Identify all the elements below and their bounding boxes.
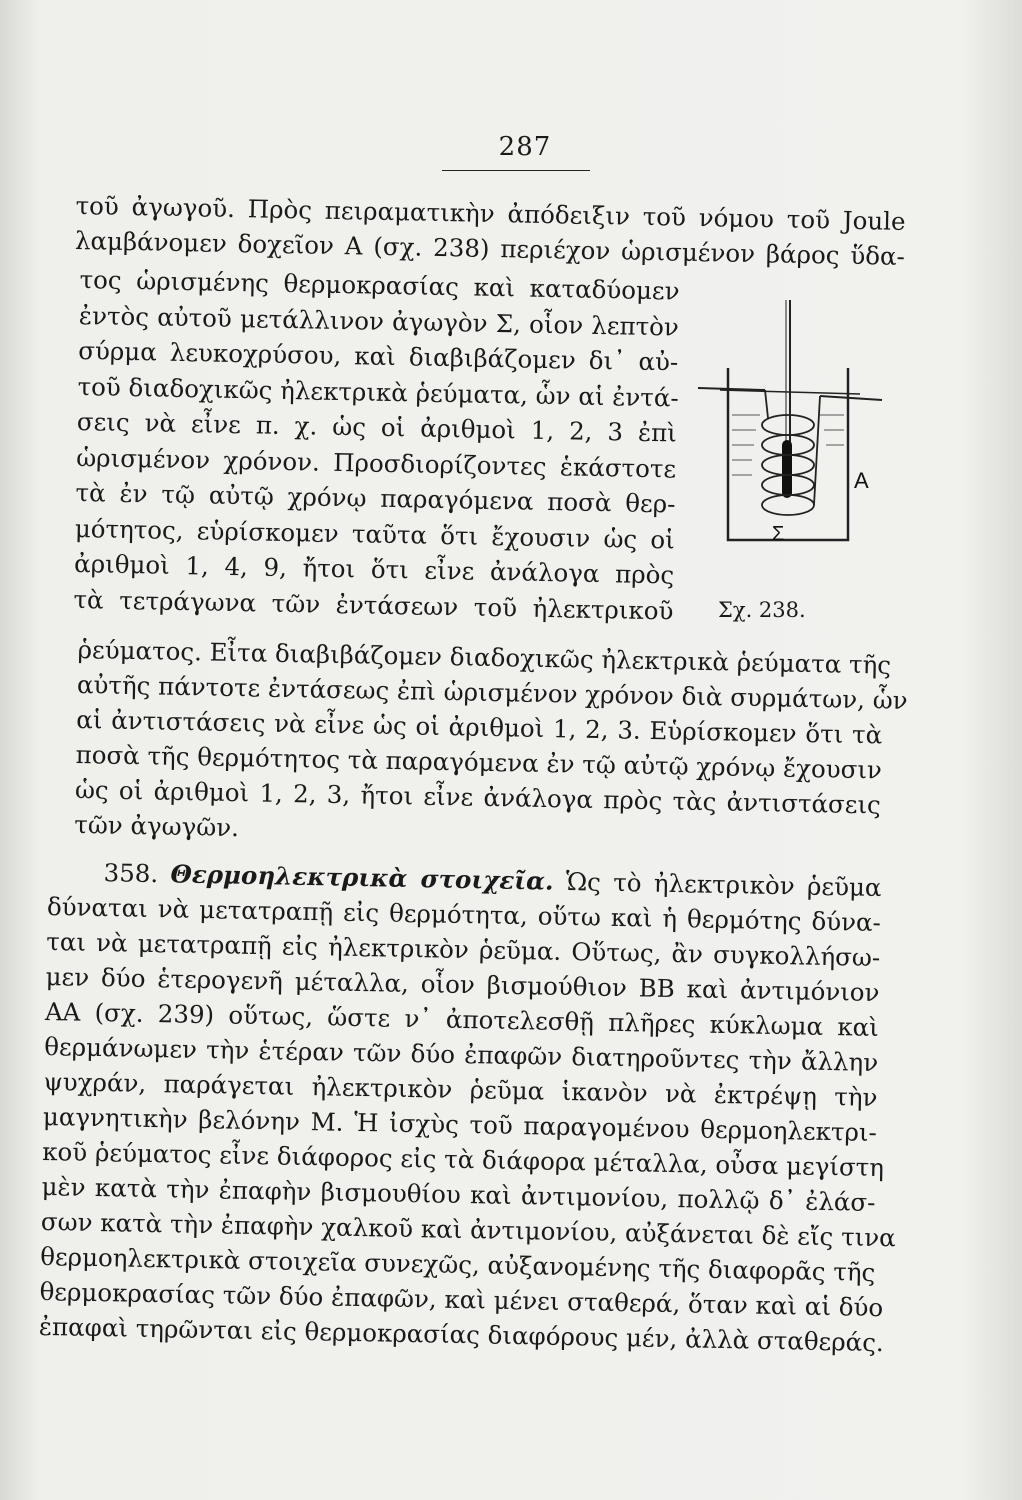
paragraph-intro — [75, 188, 906, 274]
vessel-label: A — [854, 468, 869, 493]
text-line: λαμβάνομεν δοχεῖον Α (σχ. 238) περιέχον ὡρισμένον βάρος ὕδα- — [74, 225, 906, 271]
text-line: θερμοηλεκτρικὰ στοιχεῖα συνεχῶς, αὐξανομένης τῆς διαφορᾶς τῆς — [39, 1241, 876, 1287]
text-line: σεις νὰ εἶνε π. χ. ὡς οἱ ἀριθμοὶ 1, 2, 3 ἐπὶ — [76, 406, 678, 448]
text-line: θερμάνωμεν τὴν ἑτέραν τῶν δύο ἐπαφῶν διατηροῦντες τὴν ἄλλην — [44, 1031, 879, 1077]
text-line: τοῦ διαδοχικῶς ἠλεκτρικὰ ῥεύματα, ὧν αἱ ἐντά- — [77, 371, 680, 413]
text-line: σύρμα λευκοχρύσου, καὶ διαβιβάζομεν δι᾿ αὐ- — [78, 335, 679, 377]
text-line: ται νὰ μετατραπῇ εἰς ἠλεκτρικὸν ῥεῦμα. Οὕτως, ἂν συγκολλήσω- — [46, 926, 881, 972]
text-line: τος ὡρισμένης θερμοκρασίας καὶ καταδύομεν — [79, 264, 680, 306]
text-line: μεν δύο ἑτερογενῆ μέταλλα, οἷον βισμούθιον ΒΒ καὶ ἀντιμόνιον — [45, 961, 880, 1007]
text-line: τῶν ἀγωγῶν. — [74, 809, 240, 843]
header-rule — [442, 170, 590, 171]
text-line: κοῦ ῥεύματος εἶνε διάφορος εἰς τὰ διάφορα μέταλλα, οὖσα μεγίστη — [42, 1136, 885, 1183]
text-line: τὰ τετράγωνα τῶν ἐντάσεων τοῦ ἠλεκτρικοῦ — [73, 584, 674, 625]
text-line: τοῦ ἀγωγοῦ. Πρὸς πειραματικὴν ἀπόδειξιν τοῦ νόμου τοῦ Joule — [75, 190, 906, 236]
text-line: τὰ ἐν τῷ αὐτῷ χρόνῳ παραγόμενα ποσὰ θερ- — [75, 477, 676, 519]
section-first-line: Ὡς τὸ ἠλεκτρικὸν ῥεῦμα — [565, 866, 882, 903]
text-line: ΑΑ (σχ. 239) οὕτως, ὥστε ν᾿ ἀποτελεσθῇ πλῆρες κύκλωμα καὶ — [44, 996, 880, 1042]
paragraph-continuation — [74, 632, 908, 857]
text-line: ἐντὸς αὐτοῦ μετάλλινον ἀγωγὸν Σ, οἷον λεπτὸν — [78, 300, 680, 342]
text-line: μὲν κατὰ τὴν ἐπαφὴν βισμουθίου καὶ ἀντιμονίου, πολλῷ δ᾿ ἐλάσ- — [41, 1171, 876, 1217]
paragraph-wrapped — [73, 262, 680, 628]
figure-caption: Σχ. 238. — [718, 598, 806, 622]
section-358 — [38, 854, 896, 1360]
text-line: αὐτῆς πάντοτε ἐντάσεως ἐπὶ ὡρισμένον χρόνον διὰ συρμάτων, ὧν — [76, 669, 908, 715]
text-line: μαγνητικὴν βελόνην Μ. Ἡ ἰσχὺς τοῦ παραγομένου θερμοηλεκτρι- — [42, 1101, 878, 1147]
text-line: ποσὰ τῆς θερμότητος τὰ παραγόμενα ἐν τῷ αὐτῷ χρόνῳ ἔχουσιν — [75, 739, 883, 785]
text-line: ῥεύματος. Εἶτα διαβιβάζομεν διαδοχικῶς ἠλεκτρικὰ ῥεύματα τῆς — [77, 634, 892, 680]
section-title: Θερμοηλεκτρικὰ στοιχεῖα. — [170, 859, 554, 896]
thermometer-bulb — [782, 440, 792, 498]
text-line: θερμοκρασίας τῶν δύο ἐπαφῶν, καὶ μένει σταθερά, ὅταν καὶ αἱ δύο — [39, 1276, 884, 1323]
section-number: 358. — [103, 858, 159, 889]
text-line: δύναται νὰ μετατραπῇ εἰς θερμότητα, οὕτω καὶ ἡ θερμότης δύνα- — [46, 891, 882, 937]
text-line: αἱ ἀντιστάσεις νὰ εἶνε ὡς οἱ ἀριθμοὶ 1, 2, 3. Εὑρίσκομεν ὅτι τὰ — [76, 704, 883, 750]
page-number: 287 — [498, 132, 552, 162]
text-line: ἀριθμοὶ 1, 4, 9, ἤτοι ὅτι εἶνε ἀνάλογα πρὸς — [73, 548, 675, 590]
figure-238-diagram — [690, 290, 890, 630]
text-line: ὡς οἱ ἀριθμοὶ 1, 2, 3, ἤτοι εἶνε ἀνάλογα πρὸς τὰς ἀντιστάσεις — [74, 774, 882, 820]
text-line: ὡρισμένον χρόνον. Προσδιορίζοντες ἑκάστοτε — [75, 442, 677, 483]
text-line: σων κατὰ τὴν ἐπαφὴν χαλκοῦ καὶ ἀντιμονίου, αὐξάνεται δὲ εἴς τινα — [40, 1206, 896, 1253]
text-line: ψυχράν, παράγεται ἠλεκτρικὸν ῥεῦμα ἱκανὸν νὰ ἐκτρέψῃ τὴν — [43, 1066, 878, 1112]
wire-label: Σ — [772, 523, 785, 545]
text-line: ἐπαφαὶ τηρῶνται εἰς θερμοκρασίας διαφόρους μέν, ἀλλὰ σταθεράς. — [38, 1311, 885, 1358]
text-line: μότητος, εὑρίσκομεν ταῦτα ὅτι ἔχουσιν ὡς οἱ — [74, 513, 676, 554]
